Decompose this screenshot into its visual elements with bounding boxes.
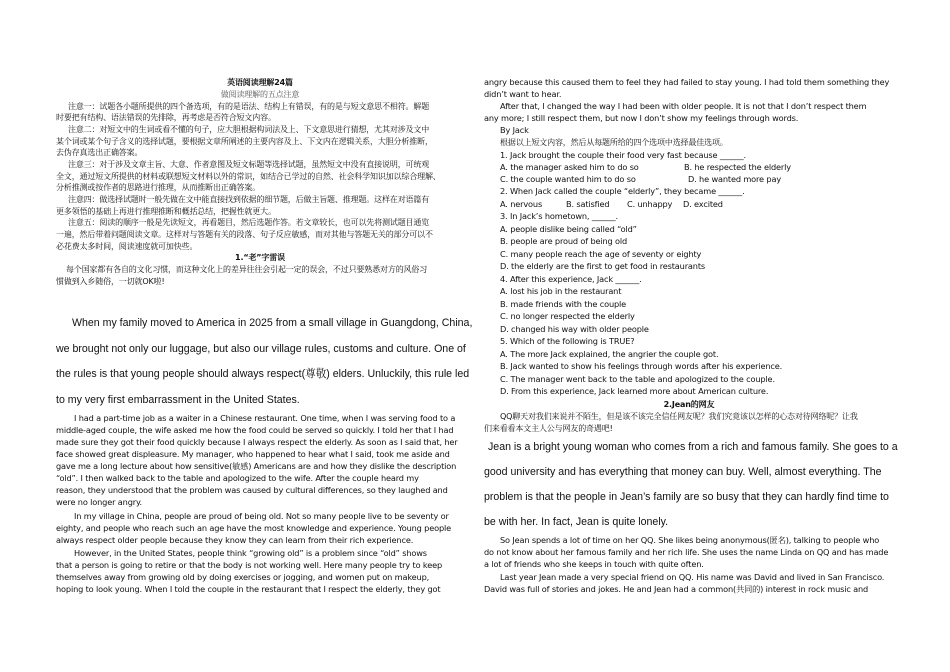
note-line: 注意一：试题各小题所提供的四个备选项，有的是语法、结构上有错误，有的是与短文意思不相符。解题: [68, 102, 430, 111]
passage1-body: face showed great displeasure. My manager, who happened to hear what I said, took me aside and: [56, 449, 450, 459]
note-line: 注意四：做选择试题时一般先做在文中能直接找到依据的细节题，后做主旨题、推理题。这样在对语篇有: [68, 195, 430, 204]
passage1-lead: to my very first embarrassment in the United States.: [56, 394, 300, 406]
passage1-intro: 每个国家都有各自的文化习惯，而这种文化上的差异往往会引起一定的误会，不过只要熟悉对方的风俗习: [66, 265, 428, 274]
passage2-heading: 2.Jean的网友: [663, 400, 715, 409]
question-4-option: A. lost his job in the restaurant: [500, 286, 622, 296]
passage1-body: In my village in China, people are proud of being old. Not so many people live to be seventy or: [74, 511, 449, 521]
passage1-body: themselves away from growing old by doing exercises or jogging, and women put on makeup,: [56, 572, 430, 582]
question-4-option: C. no longer respected the elderly: [500, 311, 635, 321]
question-5-option: C. The manager went back to the table and apologized to the couple.: [500, 374, 775, 384]
question-1-option: A. the manager asked him to do so: [500, 162, 639, 172]
question-5: 5. Which of the following is TRUE?: [500, 336, 635, 346]
document-title: 英语阅读理解24篇: [227, 78, 293, 87]
question-3-option: A. people dislike being called “old”: [500, 224, 637, 234]
question-1-option: B. he respected the elderly: [684, 162, 791, 172]
passage1-body: made sure they got their food quickly because I always respect the elderly. As soon as I said that, her: [56, 437, 458, 447]
note-line: 某个词或某个句子含义的选择试题，要根据文章所阐述的主要内容及上、下文内在逻辑关系，大胆分析推断，: [56, 137, 433, 146]
question-3: 3. In Jack’s hometown, ______.: [500, 211, 618, 221]
passage1-body: always respect older people because they know they can learn from their rich experience.: [56, 535, 414, 545]
passage1-body: middle-aged couple, the wife asked me how the food could be served so quickly. I told her that I had: [56, 425, 454, 435]
note-line: 去伪存真选出正确答案。: [56, 148, 143, 157]
note-line: 注意二：对短文中的生词或看不懂的句子，应大胆根据构词法及上、下文意思进行猜想，尤其对涉及文中: [68, 125, 430, 134]
document-subtitle: 做阅读理解的五点注意: [220, 90, 300, 99]
passage1-continuation: didn’t want to hear.: [484, 89, 562, 99]
passage2-intro: 们来看看本文主人公与网友的奇遇吧!: [484, 424, 613, 433]
question-3-option: C. many people reach the age of seventy or eighty: [500, 249, 702, 259]
passage1-intro: 惯做到入乡随俗，一切就OK啦!: [56, 277, 165, 286]
note-line: 时要把有结构、语法错误的先排除，再考虑是否符合短文内容。: [56, 113, 276, 122]
passage1-author: By Jack: [500, 125, 529, 135]
passage2-body: David was full of stories and jokes. He and Jean had a common(共同的) interest in rock music and: [484, 584, 869, 594]
question-1-option: C. the couple wanted him to do so: [500, 174, 636, 184]
passage2-lead: Jean is a bright young woman who comes from a rich and famous family. She goes to a: [488, 441, 898, 453]
passage1-continuation: any more; I still respect them, but now I don’t show my feelings through words.: [484, 113, 799, 123]
question-5-option: A. The more Jack explained, the angrier the couple got.: [500, 349, 719, 359]
question-instructions: 根据以上短文内容，然后从每题所给的四个选项中选择最佳选项。: [500, 138, 728, 147]
passage1-body: were no longer angry.: [56, 497, 142, 507]
note-line: 注意三：对于涉及文章主旨、大意、作者意图及短文标题等选择试题，虽然短文中没有直接说明，可统观: [68, 160, 430, 169]
note-line: 注意五：阅读的顺序一般是先读短文，再看题目，然后选题作答。若文章较长，也可以先将测试题目通览: [68, 218, 430, 227]
question-5-option: D. From this experience, Jack learned more about American culture.: [500, 386, 769, 396]
note-line: 全文，通过短文所提供的材料或联想短文材料以外的常识，如结合已学过的自然、社会科学知识加以综合理解、: [56, 172, 441, 181]
passage1-lead: we brought not only our luggage, but also our village rules, customs and culture. One of: [56, 343, 466, 355]
passage2-body: a lot of friends who she keeps in touch with quite often.: [484, 559, 704, 569]
question-4-option: B. made friends with the couple: [500, 299, 627, 309]
passage2-body: Last year Jean made a very special friend on QQ. His name was David and lived in San Francisco.: [500, 572, 885, 582]
question-2-option: B. satisfied: [566, 199, 610, 209]
passage1-body: However, in the United States, people think “growing old” is a problem since “old” shows: [74, 548, 427, 558]
question-1-option: D. he wanted more pay: [688, 174, 782, 184]
passage1-lead: the rules is that young people should always respect(尊敬) elders. Unluckily, this rule led: [56, 368, 470, 380]
question-2-option: D. excited: [683, 199, 723, 209]
passage1-body: “old”. I then walked back to the table and apologized to the wife. After the couple heard my: [56, 473, 419, 483]
note-line: 一遍，然后带着问题阅读文章。这样对与答题有关的段落、句子反应敏感，而对其他与答题无关的部分可以不: [56, 230, 433, 239]
passage2-lead: be with her. In fact, Jean is quite lonely.: [484, 516, 669, 528]
passage1-body: reason, they understood that the problem was caused by cultural differences, so they laughed and: [56, 485, 448, 495]
note-line: 更多领悟的基础上再进行推理推断和概括总结，把握性就更大。: [56, 207, 276, 216]
passage1-lead: When my family moved to America in 2025 from a small village in Guangdong, China,: [72, 317, 473, 329]
question-1: 1. Jack brought the couple their food very fast because ______.: [500, 150, 746, 160]
passage1-body: gave me a long lecture about how sensitive(敏感) Americans are and how they dislike the description: [56, 461, 457, 471]
question-5-option: B. Jack wanted to show his feelings through words after his experience.: [500, 361, 783, 371]
question-2: 2. When Jack called the couple “elderly”, they became ______.: [500, 186, 745, 196]
passage2-lead: problem is that the people in Jean’s family are so busy that they can hardly find time to: [484, 491, 889, 503]
passage2-body: So Jean spends a lot of time on her QQ. She likes being anonymous(匿名), talking to people who: [500, 535, 880, 545]
passage1-body: that a person is going to retire or that the body is not working well. Here many people try to keep: [56, 560, 443, 570]
question-3-option: B. people are proud of being old: [500, 236, 628, 246]
passage1-body: I had a part-time job as a waiter in a Chinese restaurant. One time, when I was serving food to a: [74, 413, 456, 423]
question-2-option: C. unhappy: [627, 199, 673, 209]
passage2-lead: good university and has everything that money can buy. Well, almost everything. The: [484, 466, 882, 478]
passage1-continuation: After that, I changed the way I had been with older people. It is not that I don’t respect them: [500, 101, 867, 111]
passage1-continuation: angry because this caused them to feel they had failed to stay young. I had told them something they: [484, 77, 890, 87]
note-line: 分析推测或按作者的思路进行推理，从而推断出正确答案。: [56, 183, 261, 192]
passage2-intro: QQ聊天对我们来说并不陌生，但是该不该完全信任网友呢？我们究竟该以怎样的心态对待网络呢？让我: [500, 412, 858, 421]
question-3-option: D. the elderly are the first to get food in restaurants: [500, 261, 706, 271]
question-2-option: A. nervous: [500, 199, 543, 209]
passage2-body: do not know about her famous family and her rich life. She uses the name Linda on QQ and has made: [484, 547, 889, 557]
passage1-body: eighty, and people who reach such an age have the most knowledge and experience. Young people: [56, 523, 452, 533]
question-4: 4. After this experience, Jack ______.: [500, 274, 642, 284]
passage1-body: hoping to look young. When I told the couple in the restaurant that I respect the elderly, they got: [56, 584, 441, 594]
question-4-option: D. changed his way with older people: [500, 324, 649, 334]
note-line: 必花费太多时间，阅读速度就可加快些。: [56, 242, 198, 251]
passage1-heading: 1.“老”字雷误: [235, 253, 285, 262]
